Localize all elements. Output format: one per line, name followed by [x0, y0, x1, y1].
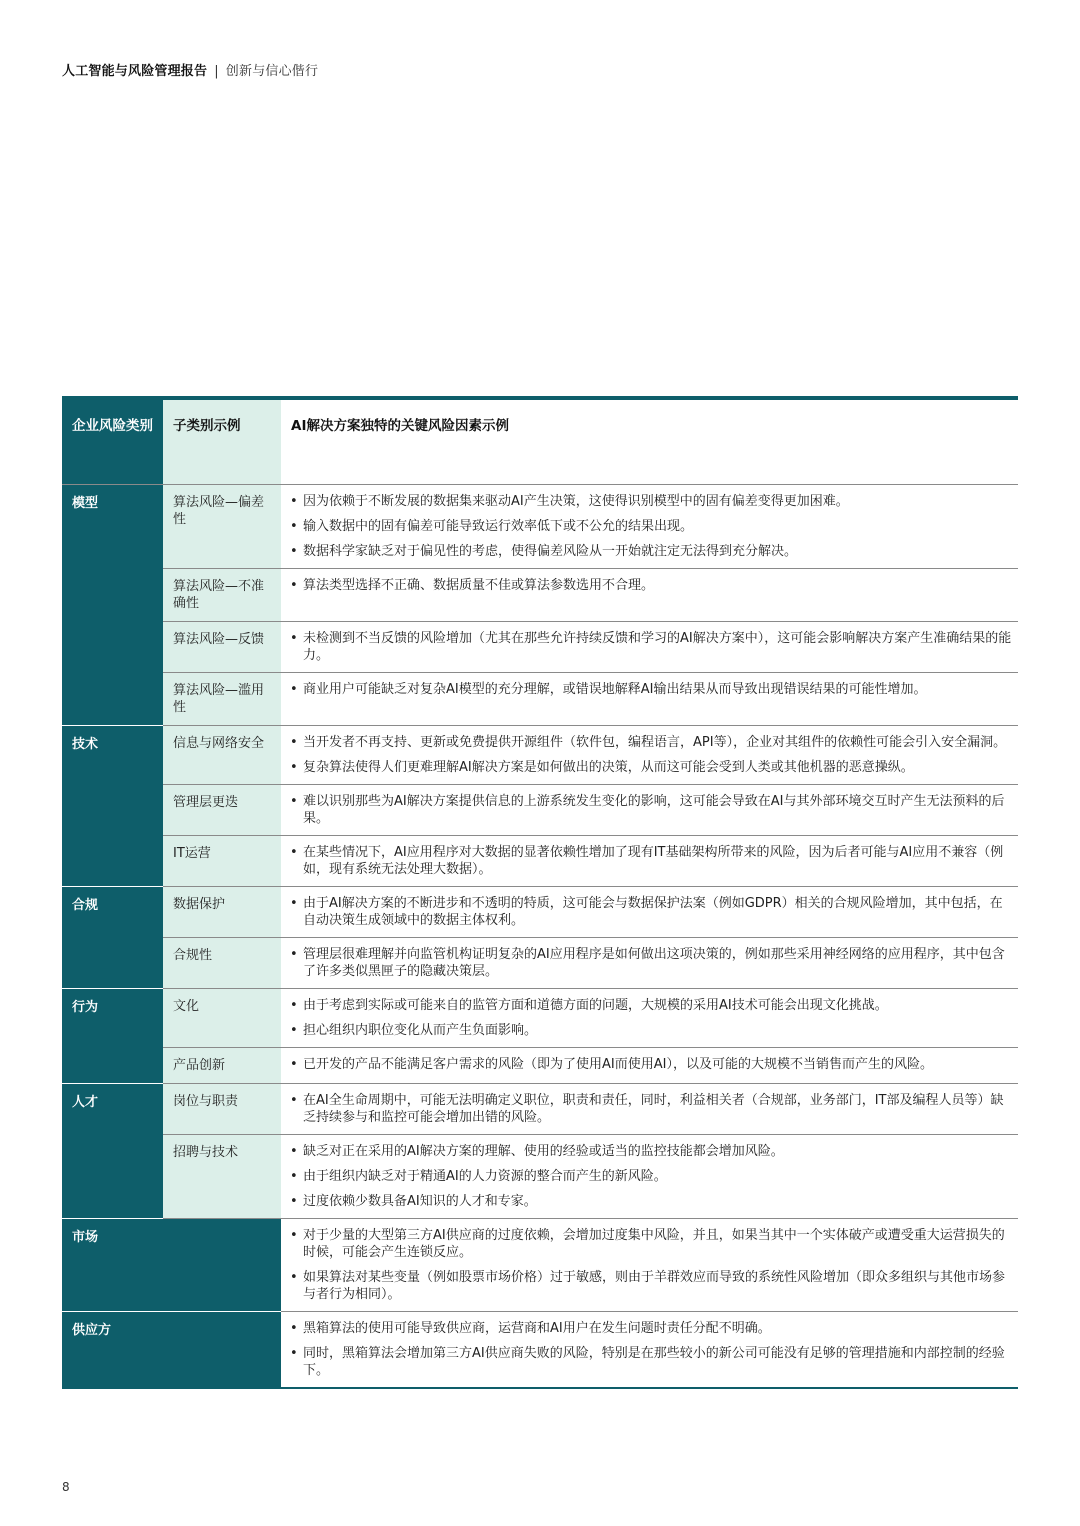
report-title: 人工智能与风险管理报告	[62, 64, 208, 79]
risk-factor-item: • 如果算法对某些变量（例如股票市场价格）过于敏感，则由于羊群效应而导致的系统性风险增加（即众多组织与其他市场参与者行为相同）。	[287, 1269, 1012, 1303]
table-row	[62, 1084, 1018, 1135]
header-risk-factors: AI解决方案独特的关键风险因素示例	[281, 400, 1018, 485]
page-number: 8	[62, 1480, 70, 1494]
risk-factor-list	[287, 1320, 1012, 1379]
risk-factor-item: • 同时，黑箱算法会增加第三方AI供应商失败的风险，特别是在那些较小的新公司可能没有足够的管理措施和内部控制的经验下。	[287, 1345, 1012, 1379]
risk-factors-cell	[281, 726, 1018, 785]
category-cell: 技术	[62, 726, 163, 887]
risk-factors-cell	[281, 938, 1018, 989]
risk-factor-list	[287, 630, 1012, 664]
risk-factors-cell	[281, 785, 1018, 836]
risk-factors-cell	[281, 1084, 1018, 1135]
table-row	[62, 785, 1018, 836]
risk-factor-list	[287, 734, 1012, 776]
risk-factor-item: • 对于少量的大型第三方AI供应商的过度依赖，会增加过度集中风险，并且，如果当其中一个实体破产或遭受重大运营损失的时候，可能会产生连锁反应。	[287, 1227, 1012, 1261]
risk-factor-item: • 算法类型选择不正确、数据质量不佳或算法参数选用不合理。	[287, 577, 1012, 594]
category-cell: 合规	[62, 887, 163, 989]
table-row	[62, 569, 1018, 622]
risk-factor-item: • 复杂算法使得人们更难理解AI解决方案是如何做出的决策，从而这可能会受到人类或其他机器的恶意操纵。	[287, 759, 1012, 776]
table-row	[62, 673, 1018, 726]
category-cell: 模型	[62, 485, 163, 726]
risk-factors-cell	[281, 1135, 1018, 1219]
risk-factor-list	[287, 1092, 1012, 1126]
report-subtitle: 创新与信心偕行	[225, 64, 319, 79]
subcategory-cell: 信息与网络安全	[163, 726, 281, 785]
risk-factors-cell	[281, 1312, 1018, 1389]
risk-factor-item: • 由于AI解决方案的不断进步和不透明的特质，这可能会与数据保护法案（例如GDPR）相关的合规风险增加，其中包括，在自动决策生成领域中的数据主体权利。	[287, 895, 1012, 929]
risk-factors-cell	[281, 569, 1018, 622]
subcategory-cell: 算法风险—滥用性	[163, 673, 281, 726]
risk-factor-list	[287, 844, 1012, 878]
risk-factor-item: • 在AI全生命周期中，可能无法明确定义职位，职责和责任，同时，利益相关者（合规部，业务部门，IT部及编程人员等）缺乏持续参与和监控可能会增加出错的风险。	[287, 1092, 1012, 1126]
subcategory-cell: 算法风险—偏差性	[163, 485, 281, 569]
subcategory-cell: 岗位与职责	[163, 1084, 281, 1135]
subcategory-cell: IT运营	[163, 836, 281, 887]
table-row	[62, 1312, 1018, 1389]
risk-factor-item: • 由于考虑到实际或可能来自的监管方面和道德方面的问题，大规模的采用AI技术可能会出现文化挑战。	[287, 997, 1012, 1014]
table-row	[62, 1135, 1018, 1219]
table-row	[62, 938, 1018, 989]
risk-factor-list	[287, 1143, 1012, 1210]
category-cell: 人才	[62, 1084, 163, 1219]
table-header	[62, 400, 1018, 485]
risk-factor-list	[287, 1056, 1012, 1073]
table-row	[62, 989, 1018, 1048]
risk-factors-cell	[281, 989, 1018, 1048]
risk-factor-list	[287, 793, 1012, 827]
table-row	[62, 1048, 1018, 1084]
risk-factor-list	[287, 577, 1012, 594]
header-category: 企业风险类别	[62, 400, 163, 485]
risk-factor-item: • 过度依赖少数具备AI知识的人才和专家。	[287, 1193, 1012, 1210]
risk-factors-cell	[281, 1219, 1018, 1312]
risk-factor-list	[287, 946, 1012, 980]
risk-factors-cell	[281, 836, 1018, 887]
risk-factor-item: • 由于组织内缺乏对于精通AI的人力资源的整合而产生的新风险。	[287, 1168, 1012, 1185]
header-separator: |	[214, 64, 219, 79]
header-subcategory: 子类别示例	[163, 400, 281, 485]
risk-factor-item: • 数据科学家缺乏对于偏见性的考虑，使得偏差风险从一开始就注定无法得到充分解决。	[287, 543, 1012, 560]
table-row	[62, 1219, 1018, 1312]
table-body	[62, 485, 1018, 1389]
risk-table	[62, 400, 1018, 1389]
risk-factor-list	[287, 681, 1012, 698]
category-cell: 供应方	[62, 1312, 281, 1389]
category-cell: 市场	[62, 1219, 281, 1312]
page-header	[62, 60, 318, 79]
risk-factor-item: • 黑箱算法的使用可能导致供应商，运营商和AI用户在发生问题时责任分配不明确。	[287, 1320, 1012, 1337]
risk-factor-item: • 未检测到不当反馈的风险增加（尤其在那些允许持续反馈和学习的AI解决方案中），这可能会影响解决方案产生准确结果的能力。	[287, 630, 1012, 664]
subcategory-cell: 产品创新	[163, 1048, 281, 1084]
subcategory-cell: 算法风险—反馈	[163, 622, 281, 673]
table-row	[62, 485, 1018, 569]
subcategory-cell: 数据保护	[163, 887, 281, 938]
risk-factors-cell	[281, 485, 1018, 569]
risk-factor-item: • 已开发的产品不能满足客户需求的风险（即为了使用AI而使用AI），以及可能的大规模不当销售而产生的风险。	[287, 1056, 1012, 1073]
risk-factor-list	[287, 1227, 1012, 1303]
risk-factor-item: • 商业用户可能缺乏对复杂AI模型的充分理解，或错误地解释AI输出结果从而导致出现错误结果的可能性增加。	[287, 681, 1012, 698]
table-row	[62, 622, 1018, 673]
table-row	[62, 887, 1018, 938]
subcategory-cell: 合规性	[163, 938, 281, 989]
risk-factor-item: • 缺乏对正在采用的AI解决方案的理解、使用的经验或适当的监控技能都会增加风险。	[287, 1143, 1012, 1160]
risk-factors-cell	[281, 673, 1018, 726]
header-row	[62, 400, 1018, 485]
risk-factor-item: • 当开发者不再支持、更新或免费提供开源组件（软件包，编程语言，API等），企业对其组件的依赖性可能会引入安全漏洞。	[287, 734, 1012, 751]
category-cell: 行为	[62, 989, 163, 1084]
risk-factors-cell	[281, 887, 1018, 938]
risk-factor-item: • 在某些情况下，AI应用程序对大数据的显著依赖性增加了现有IT基础架构所带来的风险，因为后者可能与AI应用不兼容（例如，现有系统无法处理大数据）。	[287, 844, 1012, 878]
table-row	[62, 836, 1018, 887]
subcategory-cell: 算法风险—不准确性	[163, 569, 281, 622]
risk-factor-list	[287, 997, 1012, 1039]
risk-factor-item: • 输入数据中的固有偏差可能导致运行效率低下或不公允的结果出现。	[287, 518, 1012, 535]
risk-factors-cell	[281, 622, 1018, 673]
risk-factors-cell	[281, 1048, 1018, 1084]
risk-factor-item: • 难以识别那些为AI解决方案提供信息的上游系统发生变化的影响，这可能会导致在AI与其外部环境交互时产生无法预料的后果。	[287, 793, 1012, 827]
risk-factor-list	[287, 895, 1012, 929]
risk-factor-item: • 管理层很难理解并向监管机构证明复杂的AI应用程序是如何做出这项决策的，例如那些采用神经网络的应用程序，其中包含了许多类似黑匣子的隐藏决策层。	[287, 946, 1012, 980]
subcategory-cell: 管理层更迭	[163, 785, 281, 836]
subcategory-cell: 文化	[163, 989, 281, 1048]
risk-factor-list	[287, 493, 1012, 560]
table-row	[62, 726, 1018, 785]
risk-factor-item: • 担心组织内职位变化从而产生负面影响。	[287, 1022, 1012, 1039]
risk-factor-item: • 因为依赖于不断发展的数据集来驱动AI产生决策，这使得识别模型中的固有偏差变得更加困难。	[287, 493, 1012, 510]
subcategory-cell: 招聘与技术	[163, 1135, 281, 1219]
